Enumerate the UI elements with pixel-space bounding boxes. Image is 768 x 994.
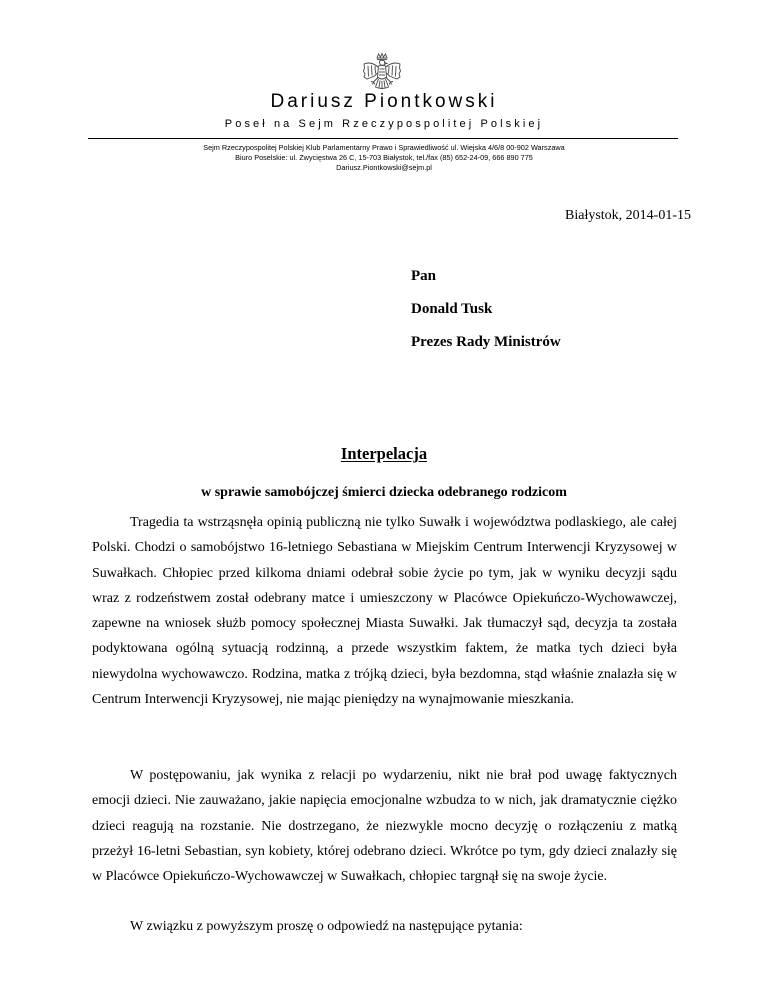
body-paragraph: Tragedia ta wstrząsnęła opinią publiczną nie tylko Suwałk i województwa podlaskiego, ale całej Polski. Chodzi o samobójstwo 16-letniego Sebastiana w Miejskim Centrum Interwencji Kryzysowej w Suwałkach. Chłopiec przed kilkoma dniami odebrał sobie życie po tym, jak w wyniku decyzji sądu wraz z rodzeństwem został odebrany matce i umieszczony w Placówce Opiekuńczo-Wychowawczej, zapewne na wniosek służb pomocy społecznej Miasta Suwałki. Jak tłumaczył sąd, decyzja ta została podyktowana ogólną sytuacją rodzinną, a przede wszystkim faktem, że matka tych dzieci była niewydolna wychowawczo. Rodzina, matka z trójką dzieci, była bezdomna, stąd właśnie znalazła się w Centrum Interwencji Kryzysowej, nie mając pieniędzy na wynajmowanie mieszkania. [92, 515, 677, 708]
contact-line-email: Dariusz.Piontkowski@sejm.pl [336, 163, 432, 172]
document-subject: w sprawie samobójczej śmierci dziecka odebranego rodzicom [201, 485, 567, 500]
author-name: Dariusz Piontkowski [270, 91, 498, 112]
recipient-position: Prezes Rady Ministrów [411, 334, 561, 350]
letterhead [0, 0, 768, 185]
body-paragraph: W związku z powyższym proszę o odpowiedź na następujące pytania: [130, 919, 523, 934]
document-title: Interpelacja [340, 444, 428, 463]
contact-line-parliament: Sejm Rzeczypospolitej Polskiej Klub Parlamentarny Prawo i Sprawiedliwość ul. Wiejska 4/6/8 00-902 Warszawa [203, 143, 565, 152]
place-date: Białystok, 2014-01-15 [565, 208, 691, 223]
recipient-salutation: Pan [411, 268, 437, 284]
body-paragraph: W postępowaniu, jak wynika z relacji po wydarzeniu, nikt nie brał pod uwagę faktycznych emocji dzieci. Nie zauważano, jakie napięcia emocjonalne wzbudza to w nich, jak dramatycznie ciężko dzieci reagują na rozstanie. Nie dostrzegano, że niezwykle mocno decyzję o rozłączeniu z matką przeżył 16-letni Sebastian, syn kobiety, której odebrano dzieci. Wkrótce po tym, gdy dzieci znalazły się w Placówce Opiekuńczo-Wychowawczej w Suwałkach, chłopiec targnął się na swoje życie. [92, 768, 677, 885]
header-divider [88, 138, 678, 139]
contact-line-office: Biuro Poselskie: ul. Zwycięstwa 26 C, 15-703 Białystok, tel./fax (85) 652-24-09, 666 890 775 [235, 153, 533, 162]
recipient-name: Donald Tusk [411, 301, 493, 317]
author-role: Poseł na Sejm Rzeczypospolitej Polskiej [224, 118, 544, 130]
